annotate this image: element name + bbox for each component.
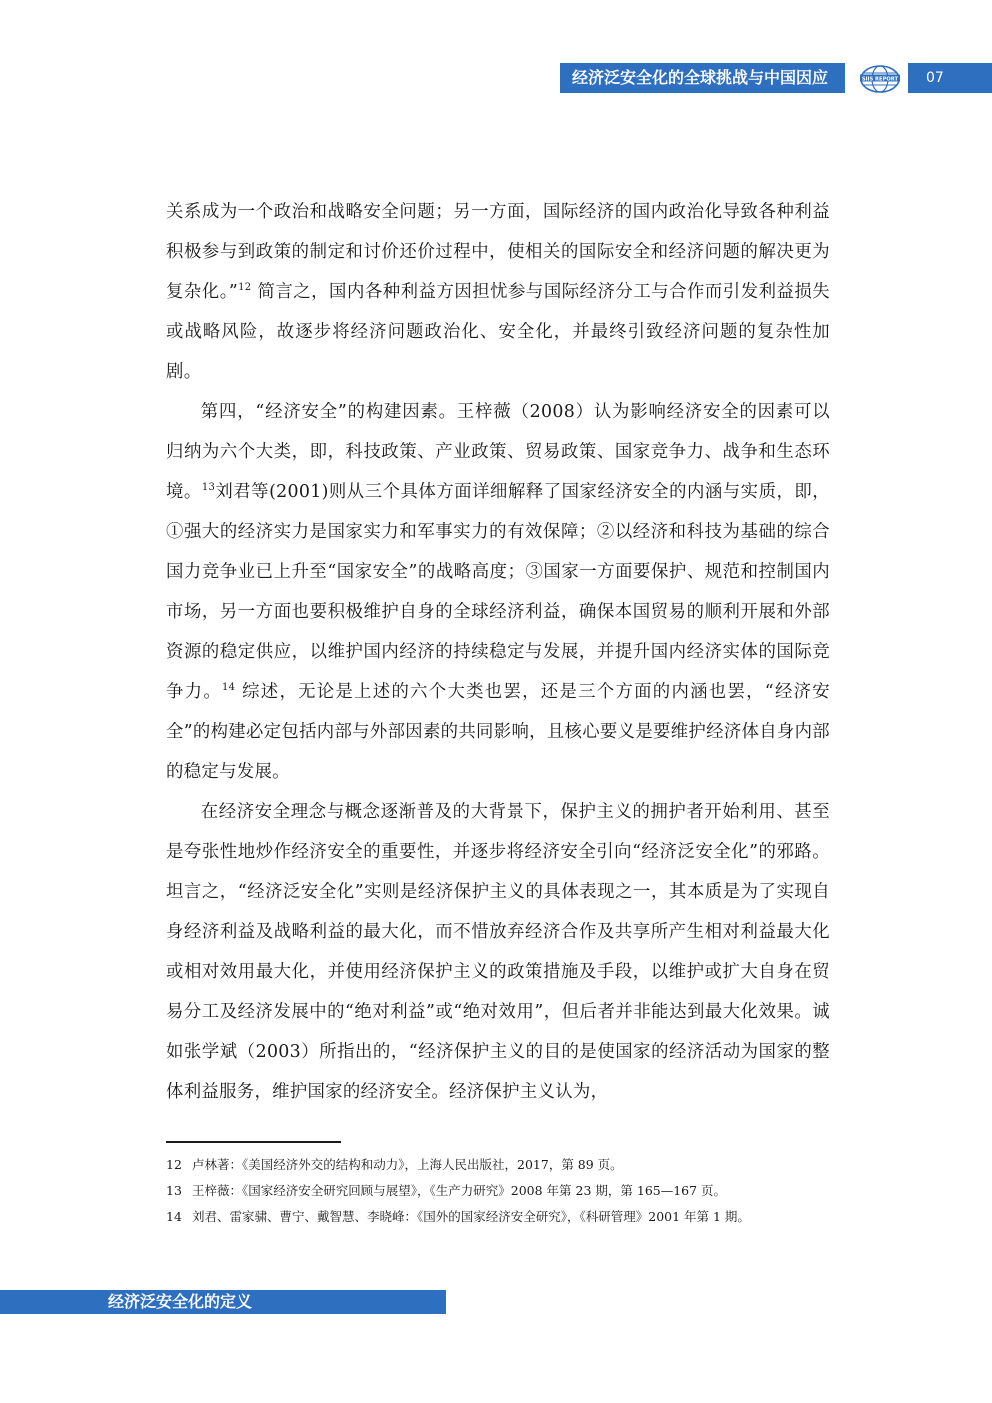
footnote-reference: 14 — [222, 682, 236, 694]
paragraph-text: 综述，无论是上述的六个大类也罢，还是三个方面的内涵也罢，“经济安全”的构建必定包括内部与外部因素的共同影响，且核心要义是要维护经济体自身内部的稳定与发展。 — [166, 682, 830, 782]
paragraph — [166, 392, 830, 792]
section-title: 经济泛安全化的定义 — [108, 1292, 253, 1311]
page-number-band — [908, 63, 992, 93]
footnote-text: 王梓薇：《国家经济安全研究回顾与展望》，《生产力研究》2008 年第 23 期，第 165—167 页。 — [192, 1183, 727, 1198]
header-title-band — [560, 63, 845, 93]
footnote-divider — [166, 1141, 341, 1143]
footnote-reference: 12 — [238, 282, 252, 294]
footnote-number: 13 — [166, 1183, 182, 1198]
footnotes — [166, 1152, 846, 1230]
paragraph-text: 第四，“经济安全”的构建因素。王梓薇（2008）认为影响经济安全的因素可以归纳为六个大类，即，科技政策、产业政策、贸易政策、国家竞争力、战争和生态环境。 — [166, 402, 830, 502]
logo-text: SIIS REPORT — [861, 76, 899, 83]
footnote-number: 14 — [166, 1209, 182, 1224]
footnote-text: 刘君、雷家骕、曹宁、戴智慧、李晓峰：《国外的国家经济安全研究》，《科研管理》2001 年第 1 期。 — [192, 1209, 750, 1224]
report-title: 经济泛安全化的全球挑战与中国因应 — [572, 68, 829, 87]
page-number: 07 — [926, 70, 944, 86]
paragraph — [166, 192, 830, 392]
footnote-text: 卢林著：《美国经济外交的结构和动力》，上海人民出版社，2017，第 89 页。 — [192, 1157, 623, 1172]
paragraph-text: 在经济安全理念与概念逐渐普及的大背景下，保护主义的拥护者开始利用、甚至是夸张性地炒作经济安全的重要性，并逐步将经济安全引向“经济泛安全化”的邪路。坦言之，“经济泛安全化”实则是经济保护主义的具体表现之一，其本质是为了实现自身经济利益及战略利益的最大化，而不惜放弃经济合作及共享所产生相对利益最大化或相对效用最大化，并使用经济保护主义的政策措施及手段，以维护或扩大自身在贸易分工及经济发展中的“绝对利益”或“绝对效用”，但后者并非能达到最大化效果。诚如张学斌（2003）所指出的，“经济保护主义的目的是使国家的经济活动为国家的整体利益服务，维护国家的经济安全。经济保护主义认为， — [166, 802, 830, 1102]
footnote-reference: 13 — [201, 482, 216, 494]
footnote-number: 12 — [166, 1157, 182, 1172]
paragraph-text: 简言之，国内各种利益方因担忧参与国际经济分工与合作而引发利益损失或战略风险，故逐步将经济问题政治化、安全化，并最终引致经济问题的复杂性加剧。 — [166, 282, 830, 382]
footnote — [166, 1152, 846, 1178]
footnote — [166, 1204, 846, 1230]
globe-logo-icon — [858, 64, 902, 94]
paragraph — [166, 792, 830, 1112]
paragraph-text: 关系成为一个政治和战略安全问题；另一方面，国际经济的国内政治化导致各种利益积极参与到政策的制定和讨价还价过程中，使相关的国际安全和经济问题的解决更为复杂化。” — [166, 202, 830, 302]
footer-section-band — [0, 1290, 446, 1314]
footnote — [166, 1178, 846, 1204]
paragraph-text: 刘君等(2001)则从三个具体方面详细解释了国家经济安全的内涵与实质，即，①强大的经济实力是国家实力和军事实力的有效保障；②以经济和科技为基础的综合国力竞争业已上升至“国家安全”的战略高度；③国家一方面要保护、规范和控制国内市场，另一方面也要积极维护自身的全球经济利益，确保本国贸易的顺利开展和外部资源的稳定供应，以维护国内经济的持续稳定与发展，并提升国内经济实体的国际竞争力。 — [166, 482, 830, 702]
body-text — [166, 192, 830, 1112]
